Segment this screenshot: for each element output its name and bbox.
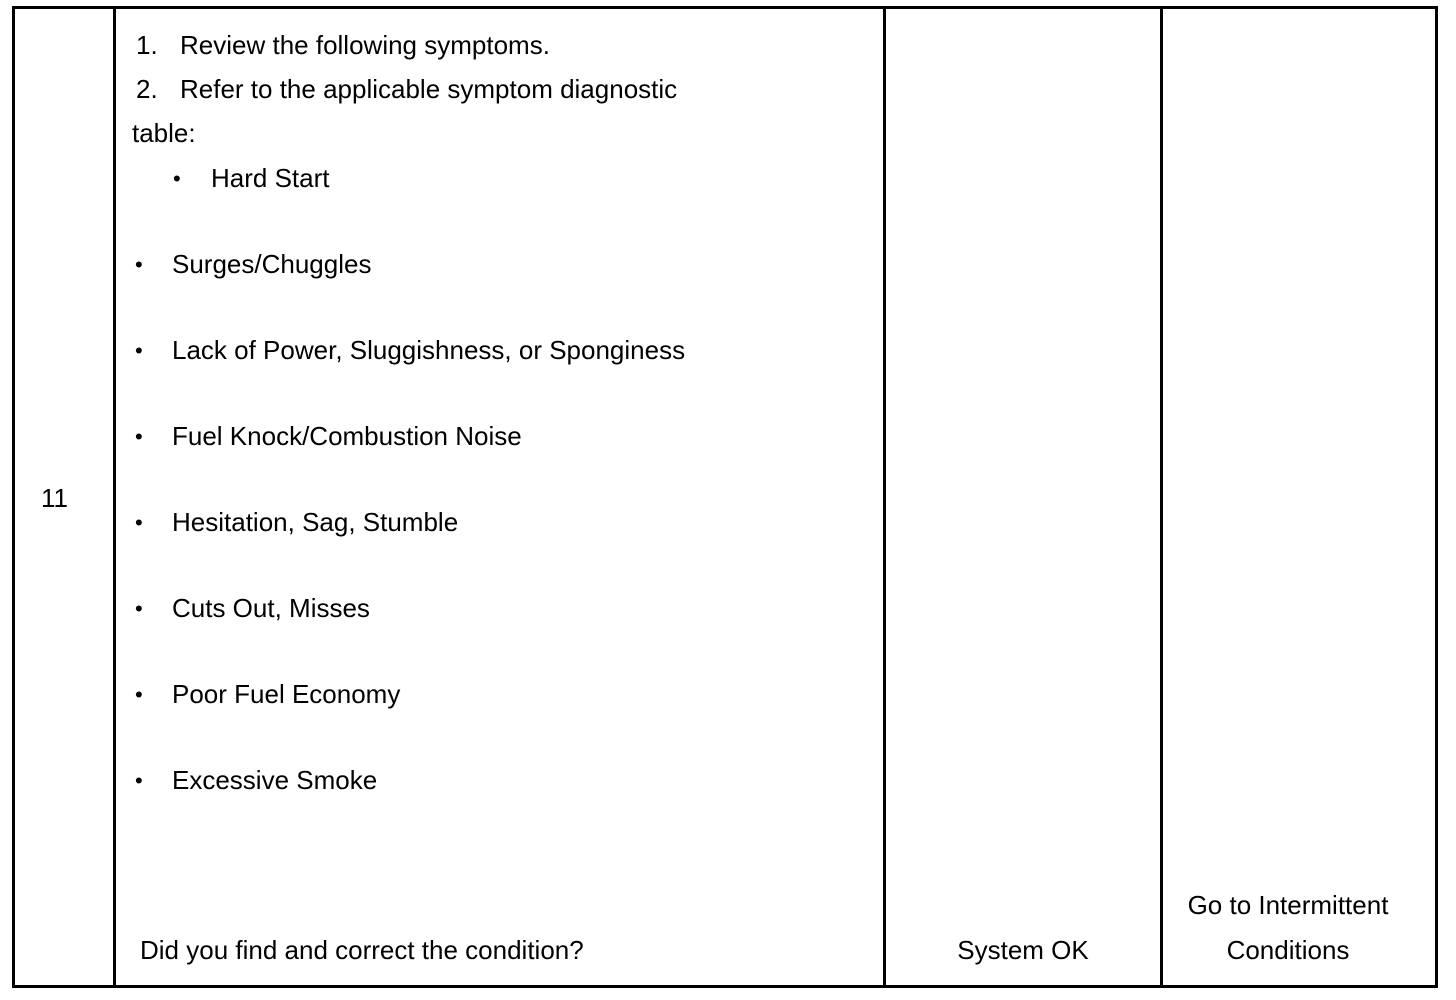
column-divider-action [883, 6, 886, 988]
symptom-item: Cuts Out, Misses [172, 593, 370, 623]
column-divider-step [113, 6, 116, 988]
no-result-line2: Conditions [1226, 935, 1350, 965]
diagnostic-table [12, 6, 1438, 988]
step-number: 11 [41, 483, 68, 513]
question-text: Did you find and correct the condition? [140, 935, 584, 965]
bullet-icon: • [135, 768, 143, 793]
bullet-icon: • [135, 682, 143, 707]
bullet-icon: • [135, 424, 143, 449]
symptom-item: Hard Start [211, 163, 330, 193]
bullet-icon: • [135, 510, 143, 535]
instruction-2: Refer to the applicable symptom diagnostic [180, 74, 678, 104]
bullet-icon: • [173, 166, 181, 191]
symptom-item: Lack of Power, Sluggishness, or Sponginess [172, 335, 686, 365]
symptom-item: Hesitation, Sag, Stumble [172, 507, 459, 537]
no-result-line1: Go to Intermittent [1187, 890, 1389, 920]
bullet-icon: • [135, 596, 143, 621]
bullet-icon: • [135, 252, 143, 277]
symptom-item: Excessive Smoke [172, 765, 378, 795]
numbered-marker-1: 1. [136, 30, 158, 60]
bullet-icon: • [135, 338, 143, 363]
numbered-marker-2: 2. [136, 74, 158, 104]
instruction-1: Review the following symptoms. [180, 30, 550, 60]
yes-result: System OK [957, 935, 1089, 965]
column-divider-yes [1160, 6, 1163, 988]
instruction-2-continuation: table: [132, 118, 196, 148]
symptom-item: Poor Fuel Economy [172, 679, 401, 709]
symptom-item: Fuel Knock/Combustion Noise [172, 421, 522, 451]
symptom-item: Surges/Chuggles [172, 249, 372, 279]
